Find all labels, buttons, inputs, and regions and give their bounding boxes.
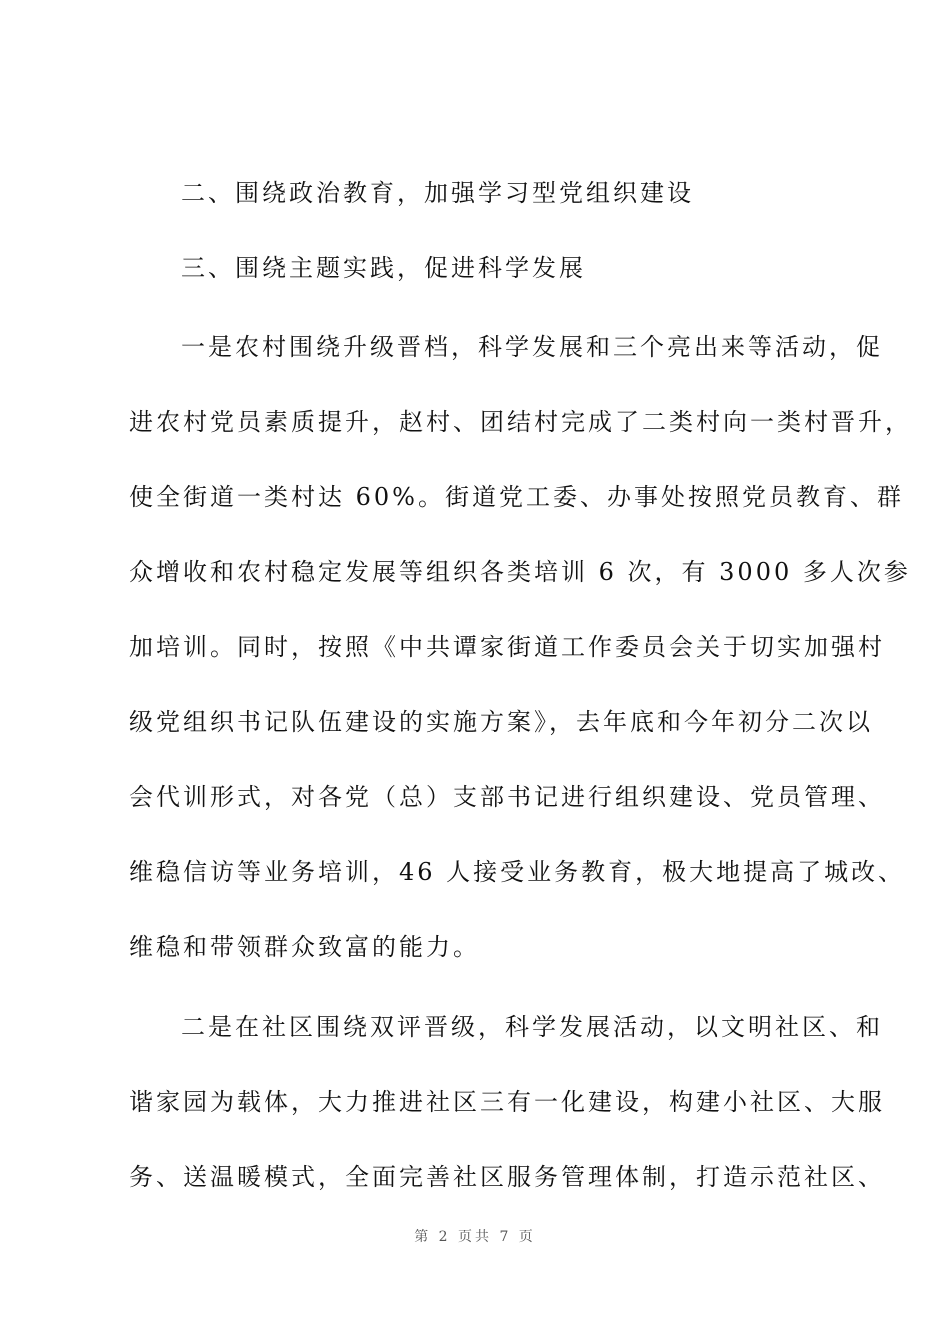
paragraph-2-line: 谐家园为载体，大力推进社区三有一化建设，构建小社区、大服 xyxy=(129,1088,885,1116)
paragraph-1-line: 级党组织书记队伍建设的实施方案》，去年底和今年初分二次以 xyxy=(129,708,873,736)
paragraph-1-line: 会代训形式，对各党（总）支部书记进行组织建设、党员管理、 xyxy=(129,783,885,811)
paragraph-1-line: 一是农村围绕升级晋档，科学发展和三个亮出来等活动，促 xyxy=(181,333,883,361)
heading-3: 三、围绕主题实践，促进科学发展 xyxy=(181,254,586,282)
paragraph-1-line: 维稳和带领群众致富的能力。 xyxy=(129,933,480,961)
paragraph-2-line: 二是在社区围绕双评晋级，科学发展活动，以文明社区、和 xyxy=(181,1013,883,1041)
paragraph-2-line: 务、送温暖模式，全面完善社区服务管理体制，打造示范社区、 xyxy=(129,1163,885,1191)
page-number-footer: 第 2 页共 7 页 xyxy=(414,1229,536,1245)
paragraph-1-line: 加培训。同时，按照《中共谭家街道工作委员会关于切实加强村 xyxy=(129,633,885,661)
paragraph-1-line: 进农村党员素质提升，赵村、团结村完成了二类村向一类村晋升， xyxy=(129,408,912,436)
paragraph-1-line: 维稳信访等业务培训，46 人接受业务教育，极大地提高了城改、 xyxy=(129,858,906,886)
paragraph-1-line: 众增收和农村稳定发展等组织各类培训 6 次，有 3000 多人次参 xyxy=(129,558,911,586)
paragraph-1-line: 使全街道一类村达 60%。街道党工委、办事处按照党员教育、群 xyxy=(129,483,904,511)
heading-2: 二、围绕政治教育，加强学习型党组织建设 xyxy=(181,179,694,207)
